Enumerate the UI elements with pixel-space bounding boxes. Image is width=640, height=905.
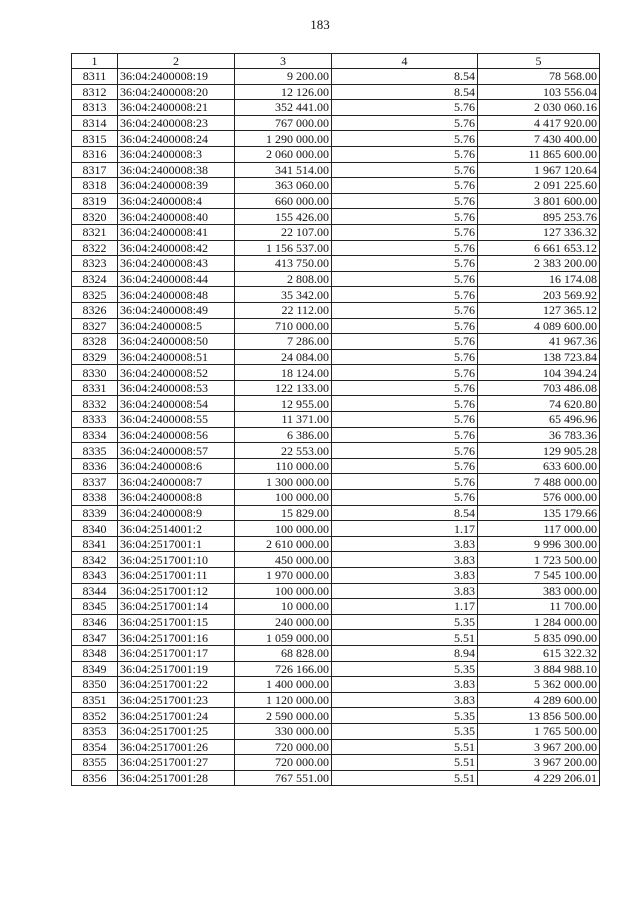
rate-cell: 3.83 [332, 536, 478, 552]
column-header-1: 1 [72, 54, 118, 69]
row-number-cell: 8333 [72, 412, 118, 428]
cadastral-number-cell: 36:04:2400008:9 [118, 505, 235, 521]
rate-cell: 5.76 [332, 209, 478, 225]
table-row [72, 677, 600, 693]
row-number-cell: 8323 [72, 256, 118, 272]
rate-cell: 5.76 [332, 458, 478, 474]
row-number-cell: 8318 [72, 178, 118, 194]
table-row [72, 287, 600, 303]
total-cell: 7 488 000.00 [478, 474, 600, 490]
cadastral-number-cell: 36:04:2400008:54 [118, 396, 235, 412]
row-number-cell: 8326 [72, 302, 118, 318]
cadastral-number-cell: 36:04:2400008:40 [118, 209, 235, 225]
table-row [72, 318, 600, 334]
value-cell: 363 060.00 [235, 178, 332, 194]
row-number-cell: 8320 [72, 209, 118, 225]
value-cell: 35 342.00 [235, 287, 332, 303]
value-cell: 341 514.00 [235, 162, 332, 178]
total-cell: 3 801 600.00 [478, 193, 600, 209]
value-cell: 12 126.00 [235, 84, 332, 100]
row-number-cell: 8347 [72, 630, 118, 646]
cadastral-number-cell: 36:04:2517001:11 [118, 568, 235, 584]
value-cell: 767 551.00 [235, 770, 332, 786]
row-number-cell: 8319 [72, 193, 118, 209]
column-header-4: 4 [332, 54, 478, 69]
row-number-cell: 8354 [72, 739, 118, 755]
value-cell: 720 000.00 [235, 739, 332, 755]
table-row [72, 536, 600, 552]
table-row [72, 193, 600, 209]
value-cell: 2 590 000.00 [235, 708, 332, 724]
rate-cell: 3.83 [332, 568, 478, 584]
value-cell: 155 426.00 [235, 209, 332, 225]
value-cell: 2 060 000.00 [235, 146, 332, 162]
rate-cell: 5.76 [332, 162, 478, 178]
rate-cell: 5.51 [332, 770, 478, 786]
table-row [72, 630, 600, 646]
rate-cell: 8.94 [332, 645, 478, 661]
row-number-cell: 8349 [72, 661, 118, 677]
rate-cell: 5.76 [332, 396, 478, 412]
total-cell: 65 496.96 [478, 412, 600, 428]
cadastral-number-cell: 36:04:2400008:56 [118, 427, 235, 443]
value-cell: 15 829.00 [235, 505, 332, 521]
table-row [72, 178, 600, 194]
rate-cell: 5.76 [332, 100, 478, 116]
rate-cell: 5.76 [332, 287, 478, 303]
value-cell: 660 000.00 [235, 193, 332, 209]
value-cell: 2 610 000.00 [235, 536, 332, 552]
total-cell: 2 383 200.00 [478, 256, 600, 272]
value-cell: 22 553.00 [235, 443, 332, 459]
rate-cell: 5.51 [332, 630, 478, 646]
row-number-cell: 8339 [72, 505, 118, 521]
row-number-cell: 8324 [72, 271, 118, 287]
table-row [72, 614, 600, 630]
cadastral-number-cell: 36:04:2400008:6 [118, 458, 235, 474]
total-cell: 117 000.00 [478, 521, 600, 537]
cadastral-number-cell: 36:04:2517001:19 [118, 661, 235, 677]
table-row [72, 115, 600, 131]
rate-cell: 5.76 [332, 380, 478, 396]
cadastral-number-cell: 36:04:2517001:17 [118, 645, 235, 661]
cadastral-number-cell: 36:04:2517001:16 [118, 630, 235, 646]
total-cell: 78 568.00 [478, 69, 600, 85]
total-cell: 1 967 120.64 [478, 162, 600, 178]
cadastral-number-cell: 36:04:2400008:39 [118, 178, 235, 194]
table-row [72, 645, 600, 661]
table-row [72, 271, 600, 287]
table-header-row [72, 54, 600, 69]
value-cell: 68 828.00 [235, 645, 332, 661]
row-number-cell: 8311 [72, 69, 118, 85]
total-cell: 4 089 600.00 [478, 318, 600, 334]
table-row [72, 755, 600, 771]
value-cell: 1 059 000.00 [235, 630, 332, 646]
total-cell: 2 091 225.60 [478, 178, 600, 194]
rate-cell: 8.54 [332, 505, 478, 521]
total-cell: 633 600.00 [478, 458, 600, 474]
cadastral-number-cell: 36:04:2400008:19 [118, 69, 235, 85]
total-cell: 615 322.32 [478, 645, 600, 661]
table-row [72, 443, 600, 459]
value-cell: 100 000.00 [235, 490, 332, 506]
cadastral-number-cell: 36:04:2517001:12 [118, 583, 235, 599]
table-row [72, 162, 600, 178]
row-number-cell: 8353 [72, 723, 118, 739]
value-cell: 720 000.00 [235, 755, 332, 771]
cadastral-number-cell: 36:04:2400008:48 [118, 287, 235, 303]
table-row [72, 505, 600, 521]
row-number-cell: 8330 [72, 365, 118, 381]
value-cell: 413 750.00 [235, 256, 332, 272]
cadastral-number-cell: 36:04:2400008:42 [118, 240, 235, 256]
table-row [72, 739, 600, 755]
page-number: 183 [310, 17, 330, 32]
cadastral-number-cell: 36:04:2517001:14 [118, 599, 235, 615]
total-cell: 11 865 600.00 [478, 146, 600, 162]
rate-cell: 5.76 [332, 131, 478, 147]
cadastral-number-cell: 36:04:2400008:44 [118, 271, 235, 287]
row-number-cell: 8314 [72, 115, 118, 131]
rate-cell: 5.76 [332, 412, 478, 428]
total-cell: 895 253.76 [478, 209, 600, 225]
cadastral-number-cell: 36:04:2517001:26 [118, 739, 235, 755]
cadastral-number-cell: 36:04:2400008:5 [118, 318, 235, 334]
total-cell: 138 723.84 [478, 349, 600, 365]
table-row [72, 84, 600, 100]
table-row [72, 552, 600, 568]
value-cell: 122 133.00 [235, 380, 332, 396]
total-cell: 7 545 100.00 [478, 568, 600, 584]
table-row [72, 708, 600, 724]
row-number-cell: 8335 [72, 443, 118, 459]
column-header-2: 2 [118, 54, 235, 69]
table-row [72, 490, 600, 506]
value-cell: 9 200.00 [235, 69, 332, 85]
row-number-cell: 8328 [72, 334, 118, 350]
rate-cell: 5.76 [332, 490, 478, 506]
value-cell: 18 124.00 [235, 365, 332, 381]
data-table [71, 53, 600, 786]
total-cell: 203 569.92 [478, 287, 600, 303]
cadastral-number-cell: 36:04:2400008:20 [118, 84, 235, 100]
total-cell: 135 179.66 [478, 505, 600, 521]
value-cell: 12 955.00 [235, 396, 332, 412]
table-row [72, 146, 600, 162]
total-cell: 9 996 300.00 [478, 536, 600, 552]
rate-cell: 3.83 [332, 692, 478, 708]
rate-cell: 5.76 [332, 115, 478, 131]
total-cell: 383 000.00 [478, 583, 600, 599]
cadastral-number-cell: 36:04:2400008:21 [118, 100, 235, 116]
row-number-cell: 8345 [72, 599, 118, 615]
table-row [72, 396, 600, 412]
value-cell: 22 107.00 [235, 224, 332, 240]
table-row [72, 770, 600, 786]
cadastral-number-cell: 36:04:2514001:2 [118, 521, 235, 537]
cadastral-number-cell: 36:04:2400008:23 [118, 115, 235, 131]
table-row [72, 349, 600, 365]
row-number-cell: 8329 [72, 349, 118, 365]
total-cell: 36 783.36 [478, 427, 600, 443]
row-number-cell: 8316 [72, 146, 118, 162]
rate-cell: 5.35 [332, 614, 478, 630]
cadastral-number-cell: 36:04:2400008:8 [118, 490, 235, 506]
cadastral-number-cell: 36:04:2400008:41 [118, 224, 235, 240]
column-header-3: 3 [235, 54, 332, 69]
row-number-cell: 8342 [72, 552, 118, 568]
cadastral-number-cell: 36:04:2400008:49 [118, 302, 235, 318]
value-cell: 726 166.00 [235, 661, 332, 677]
total-cell: 576 000.00 [478, 490, 600, 506]
total-cell: 16 174.08 [478, 271, 600, 287]
cadastral-number-cell: 36:04:2517001:15 [118, 614, 235, 630]
rate-cell: 5.76 [332, 318, 478, 334]
total-cell: 5 835 090.00 [478, 630, 600, 646]
cadastral-number-cell: 36:04:2400008:53 [118, 380, 235, 396]
row-number-cell: 8334 [72, 427, 118, 443]
table-row [72, 380, 600, 396]
total-cell: 1 723 500.00 [478, 552, 600, 568]
rate-cell: 5.76 [332, 271, 478, 287]
cadastral-number-cell: 36:04:2400008:24 [118, 131, 235, 147]
total-cell: 103 556.04 [478, 84, 600, 100]
value-cell: 1 120 000.00 [235, 692, 332, 708]
cadastral-number-cell: 36:04:2400008:7 [118, 474, 235, 490]
row-number-cell: 8315 [72, 131, 118, 147]
value-cell: 24 084.00 [235, 349, 332, 365]
rate-cell: 5.76 [332, 193, 478, 209]
total-cell: 104 394.24 [478, 365, 600, 381]
table-row [72, 302, 600, 318]
value-cell: 2 808.00 [235, 271, 332, 287]
row-number-cell: 8337 [72, 474, 118, 490]
value-cell: 100 000.00 [235, 583, 332, 599]
rate-cell: 5.76 [332, 178, 478, 194]
row-number-cell: 8348 [72, 645, 118, 661]
total-cell: 1 765 500.00 [478, 723, 600, 739]
value-cell: 450 000.00 [235, 552, 332, 568]
row-number-cell: 8325 [72, 287, 118, 303]
rate-cell: 5.76 [332, 443, 478, 459]
total-cell: 3 884 988.10 [478, 661, 600, 677]
total-cell: 4 229 206.01 [478, 770, 600, 786]
table-row [72, 723, 600, 739]
rate-cell: 5.76 [332, 474, 478, 490]
rate-cell: 5.76 [332, 349, 478, 365]
value-cell: 710 000.00 [235, 318, 332, 334]
total-cell: 41 967.36 [478, 334, 600, 350]
rate-cell: 5.76 [332, 224, 478, 240]
row-number-cell: 8317 [72, 162, 118, 178]
table-row [72, 365, 600, 381]
value-cell: 1 156 537.00 [235, 240, 332, 256]
cadastral-number-cell: 36:04:2400008:50 [118, 334, 235, 350]
cadastral-number-cell: 36:04:2400008:57 [118, 443, 235, 459]
row-number-cell: 8351 [72, 692, 118, 708]
row-number-cell: 8338 [72, 490, 118, 506]
rate-cell: 5.76 [332, 365, 478, 381]
table-row [72, 661, 600, 677]
column-header-5: 5 [478, 54, 600, 69]
cadastral-number-cell: 36:04:2400008:51 [118, 349, 235, 365]
total-cell: 5 362 000.00 [478, 677, 600, 693]
row-number-cell: 8336 [72, 458, 118, 474]
rate-cell: 5.76 [332, 256, 478, 272]
table-row [72, 240, 600, 256]
cadastral-number-cell: 36:04:2517001:25 [118, 723, 235, 739]
cadastral-number-cell: 36:04:2400008:52 [118, 365, 235, 381]
value-cell: 1 300 000.00 [235, 474, 332, 490]
row-number-cell: 8332 [72, 396, 118, 412]
total-cell: 13 856 500.00 [478, 708, 600, 724]
value-cell: 11 371.00 [235, 412, 332, 428]
cadastral-number-cell: 36:04:2517001:27 [118, 755, 235, 771]
rate-cell: 3.83 [332, 677, 478, 693]
total-cell: 127 336.32 [478, 224, 600, 240]
table-row [72, 583, 600, 599]
row-number-cell: 8313 [72, 100, 118, 116]
table-row [72, 692, 600, 708]
value-cell: 240 000.00 [235, 614, 332, 630]
rate-cell: 5.76 [332, 302, 478, 318]
table-body [72, 69, 600, 786]
total-cell: 703 486.08 [478, 380, 600, 396]
value-cell: 100 000.00 [235, 521, 332, 537]
cadastral-number-cell: 36:04:2400008:55 [118, 412, 235, 428]
table-row [72, 599, 600, 615]
table-row [72, 256, 600, 272]
row-number-cell: 8350 [72, 677, 118, 693]
table-row [72, 334, 600, 350]
rate-cell: 5.51 [332, 739, 478, 755]
row-number-cell: 8327 [72, 318, 118, 334]
table-row [72, 568, 600, 584]
table-row [72, 100, 600, 116]
total-cell: 6 661 653.12 [478, 240, 600, 256]
value-cell: 767 000.00 [235, 115, 332, 131]
rate-cell: 8.54 [332, 84, 478, 100]
row-number-cell: 8352 [72, 708, 118, 724]
table-row [72, 427, 600, 443]
row-number-cell: 8355 [72, 755, 118, 771]
row-number-cell: 8341 [72, 536, 118, 552]
total-cell: 3 967 200.00 [478, 755, 600, 771]
rate-cell: 5.76 [332, 146, 478, 162]
table-row [72, 474, 600, 490]
row-number-cell: 8343 [72, 568, 118, 584]
row-number-cell: 8331 [72, 380, 118, 396]
table-row [72, 521, 600, 537]
cadastral-number-cell: 36:04:2517001:22 [118, 677, 235, 693]
rate-cell: 5.35 [332, 723, 478, 739]
rate-cell: 1.17 [332, 521, 478, 537]
table-row [72, 224, 600, 240]
total-cell: 129 905.28 [478, 443, 600, 459]
row-number-cell: 8312 [72, 84, 118, 100]
rate-cell: 5.76 [332, 240, 478, 256]
cadastral-number-cell: 36:04:2400008:43 [118, 256, 235, 272]
rate-cell: 8.54 [332, 69, 478, 85]
cadastral-number-cell: 36:04:2400008:3 [118, 146, 235, 162]
cadastral-number-cell: 36:04:2517001:1 [118, 536, 235, 552]
table-row [72, 412, 600, 428]
cadastral-number-cell: 36:04:2517001:24 [118, 708, 235, 724]
total-cell: 74 620.80 [478, 396, 600, 412]
rate-cell: 1.17 [332, 599, 478, 615]
value-cell: 22 112.00 [235, 302, 332, 318]
total-cell: 4 289 600.00 [478, 692, 600, 708]
cadastral-number-cell: 36:04:2400008:38 [118, 162, 235, 178]
value-cell: 6 386.00 [235, 427, 332, 443]
table-row [72, 458, 600, 474]
table-row [72, 209, 600, 225]
rate-cell: 3.83 [332, 583, 478, 599]
cadastral-number-cell: 36:04:2517001:10 [118, 552, 235, 568]
row-number-cell: 8356 [72, 770, 118, 786]
cadastral-number-cell: 36:04:2400008:4 [118, 193, 235, 209]
table-row [72, 131, 600, 147]
table-row [72, 69, 600, 85]
row-number-cell: 8340 [72, 521, 118, 537]
rate-cell: 3.83 [332, 552, 478, 568]
total-cell: 127 365.12 [478, 302, 600, 318]
total-cell: 4 417 920.00 [478, 115, 600, 131]
total-cell: 7 430 400.00 [478, 131, 600, 147]
row-number-cell: 8321 [72, 224, 118, 240]
row-number-cell: 8322 [72, 240, 118, 256]
rate-cell: 5.76 [332, 334, 478, 350]
cadastral-number-cell: 36:04:2517001:28 [118, 770, 235, 786]
row-number-cell: 8346 [72, 614, 118, 630]
total-cell: 11 700.00 [478, 599, 600, 615]
rate-cell: 5.35 [332, 708, 478, 724]
row-number-cell: 8344 [72, 583, 118, 599]
value-cell: 7 286.00 [235, 334, 332, 350]
total-cell: 1 284 000.00 [478, 614, 600, 630]
value-cell: 1 290 000.00 [235, 131, 332, 147]
rate-cell: 5.35 [332, 661, 478, 677]
value-cell: 110 000.00 [235, 458, 332, 474]
value-cell: 1 970 000.00 [235, 568, 332, 584]
rate-cell: 5.51 [332, 755, 478, 771]
total-cell: 2 030 060.16 [478, 100, 600, 116]
value-cell: 1 400 000.00 [235, 677, 332, 693]
cadastral-number-cell: 36:04:2517001:23 [118, 692, 235, 708]
rate-cell: 5.76 [332, 427, 478, 443]
value-cell: 10 000.00 [235, 599, 332, 615]
value-cell: 352 441.00 [235, 100, 332, 116]
value-cell: 330 000.00 [235, 723, 332, 739]
total-cell: 3 967 200.00 [478, 739, 600, 755]
